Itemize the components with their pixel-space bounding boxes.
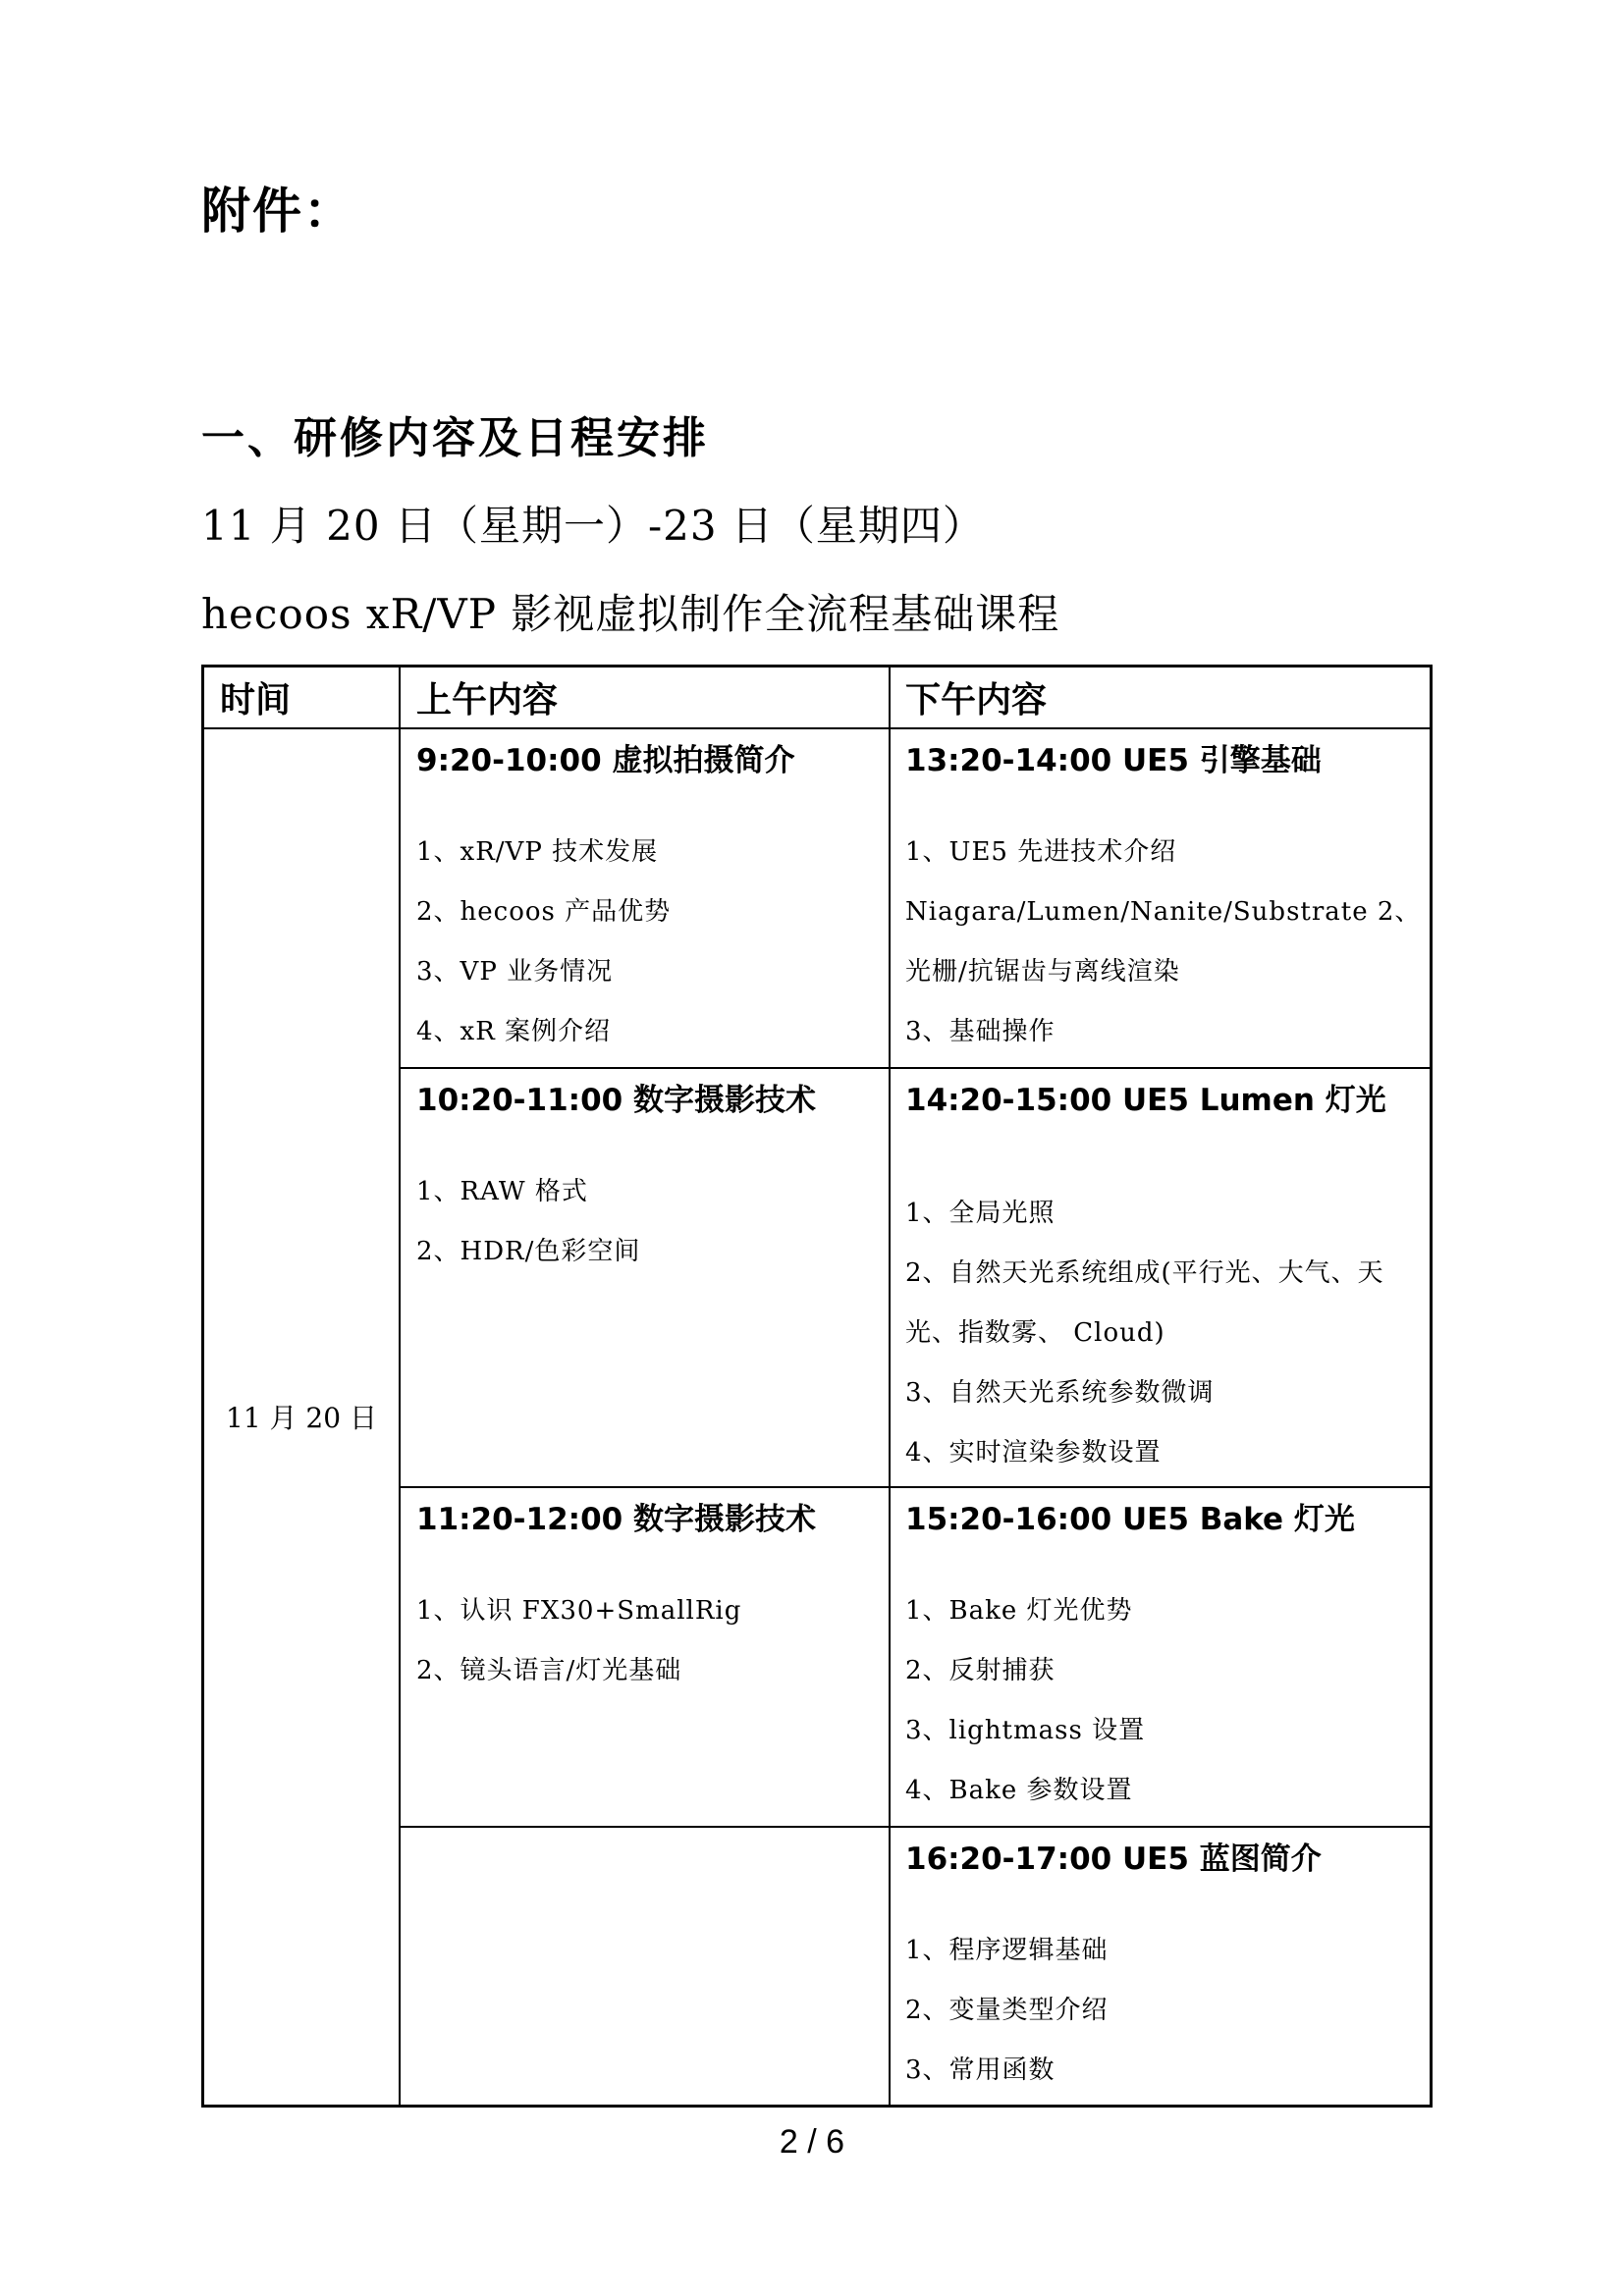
session-item: 2、变量类型介绍 (905, 1996, 1109, 2026)
session-item: 4、xR 案例介绍 (416, 1017, 612, 1047)
session-item: 4、实时渲染参数设置 (905, 1438, 1162, 1468)
header-morning: 上午内容 (416, 680, 559, 721)
session-title: 16:20-17:00 UE5 蓝图简介 (905, 1842, 1322, 1877)
session-item: 3、自然天光系统参数微调 (905, 1378, 1215, 1409)
session-title: 14:20-15:00 UE5 Lumen 灯光 (905, 1083, 1386, 1118)
session-item: 光栅/抗锯齿与离线渲染 (905, 957, 1180, 988)
session-item: 1、UE5 先进技术介绍 (905, 837, 1177, 868)
afternoon-session-1 (905, 743, 1421, 1062)
session-item: 1、认识 FX30+SmallRig (416, 1596, 742, 1627)
session-item: 2、HDR/色彩空间 (416, 1237, 641, 1267)
session-title: 13:20-14:00 UE5 引擎基础 (905, 743, 1322, 778)
column-divider (889, 667, 891, 2105)
attachment-label: 附件： (201, 183, 354, 240)
morning-session-1 (416, 743, 794, 1062)
session-item: 2、镜头语言/灯光基础 (416, 1656, 682, 1686)
afternoon-session-2 (905, 1083, 1386, 1483)
session-item: 1、xR/VP 技术发展 (416, 837, 659, 868)
page-number: 2 / 6 (779, 2123, 845, 2161)
afternoon-session-4 (905, 1842, 1322, 2101)
afternoon-session-3 (905, 1502, 1355, 1821)
session-item: 2、hecoos 产品优势 (416, 897, 672, 928)
session-item: 光、指数雾、 Cloud) (905, 1318, 1165, 1349)
session-item: 4、Bake 参数设置 (905, 1776, 1133, 1806)
session-item: 2、自然天光系统组成(平行光、大气、天 (905, 1258, 1384, 1289)
session-item: 3、VP 业务情况 (416, 957, 614, 988)
header-divider (204, 727, 1430, 729)
session-title: 9:20-10:00 虚拟拍摄简介 (416, 743, 795, 778)
session-item: 3、常用函数 (905, 2056, 1056, 2086)
session-item: 3、lightmass 设置 (905, 1716, 1146, 1746)
row-divider (399, 1826, 1430, 1828)
row-divider (399, 1067, 1430, 1069)
session-title: 11:20-12:00 数字摄影技术 (416, 1502, 817, 1537)
morning-session-3 (416, 1502, 816, 1701)
day-label: 11 月 20 日 (226, 1402, 377, 1434)
session-title: 15:20-16:00 UE5 Bake 灯光 (905, 1502, 1355, 1537)
session-item: 1、全局光照 (905, 1199, 1056, 1229)
session-item: 3、基础操作 (905, 1017, 1056, 1047)
session-item: 1、程序逻辑基础 (905, 1936, 1109, 1966)
morning-session-2 (416, 1083, 816, 1282)
header-time: 时间 (220, 680, 292, 721)
schedule-table (201, 665, 1433, 2108)
session-item: 1、RAW 格式 (416, 1177, 588, 1207)
session-item: Niagara/Lumen/Nanite/Substrate 2、 (905, 897, 1422, 928)
column-divider (399, 667, 401, 2105)
header-afternoon: 下午内容 (905, 680, 1048, 721)
session-title: 10:20-11:00 数字摄影技术 (416, 1083, 817, 1118)
course-title: hecoos xR/VP 影视虚拟制作全流程基础课程 (201, 590, 1060, 638)
date-range: 11 月 20 日（星期一）-23 日（星期四） (201, 502, 985, 550)
row-divider (399, 1486, 1430, 1488)
session-item: 2、反射捕获 (905, 1656, 1056, 1686)
session-item: 1、Bake 灯光优势 (905, 1596, 1133, 1627)
section-heading: 一、研修内容及日程安排 (201, 413, 709, 463)
